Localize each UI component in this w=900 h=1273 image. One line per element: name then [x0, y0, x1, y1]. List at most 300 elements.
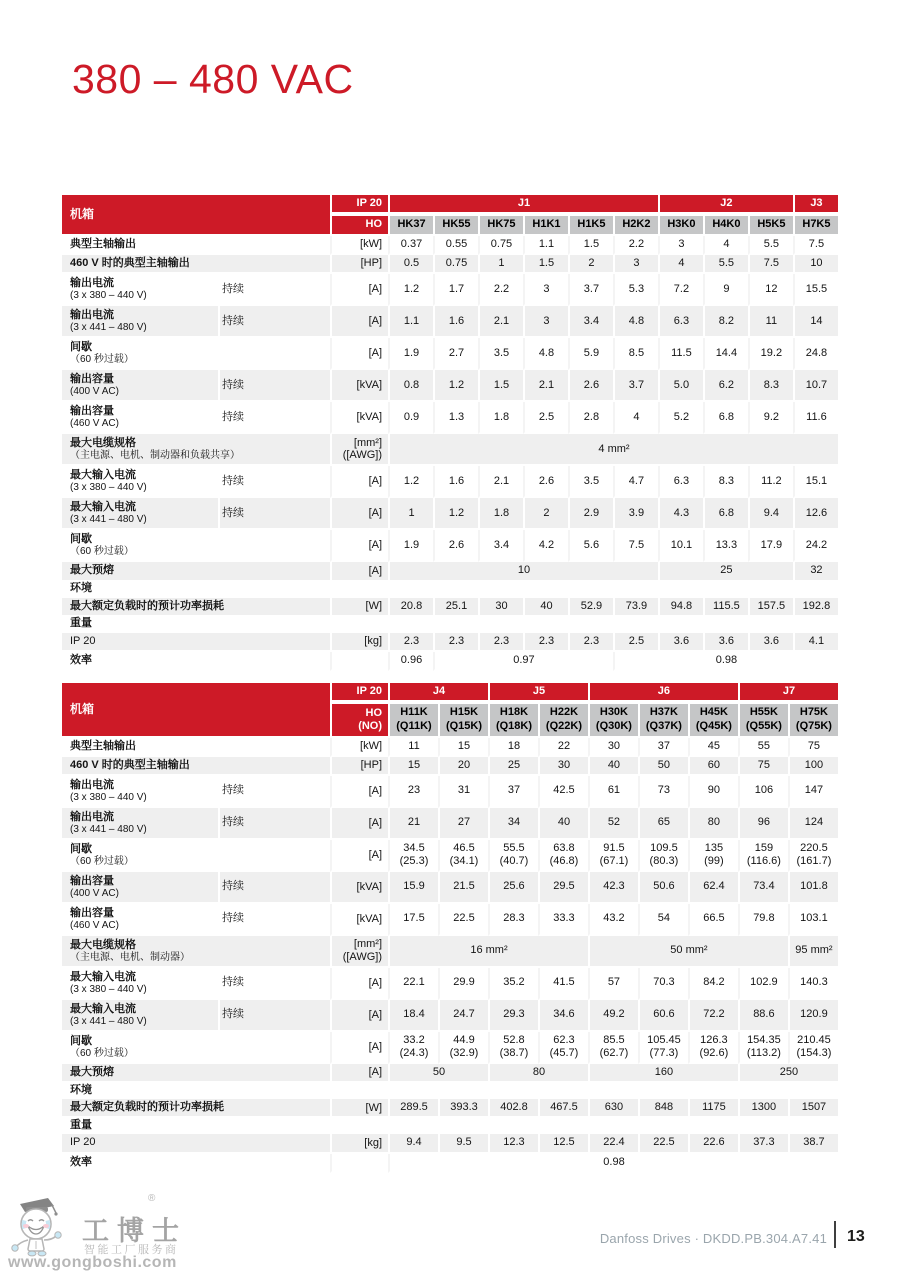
text-line: 34.5 — [403, 841, 425, 854]
value-cell: 70.3 — [638, 968, 688, 1000]
value-cell: 25.6 — [488, 872, 538, 904]
value-cell — [638, 840, 688, 872]
value-cell: 37.3 — [738, 1134, 788, 1153]
row-label — [62, 236, 330, 255]
value-cell: 73 — [638, 776, 688, 808]
value-cell: 2 — [523, 498, 568, 530]
section-label: 环境 — [62, 582, 388, 598]
column-header-model — [433, 214, 478, 236]
row-label-main: 最大输入电流 — [70, 970, 136, 983]
value-cell: 72.2 — [688, 1000, 738, 1032]
table-row — [62, 1032, 838, 1064]
table-row — [62, 562, 838, 581]
text-line: H75K — [799, 706, 828, 719]
row-unit: [A] — [330, 1064, 388, 1083]
text-line: HK55 — [442, 218, 471, 231]
value-cell: 1.3 — [433, 402, 478, 434]
text-line: (116.6) — [746, 855, 781, 868]
row-label-main: 最大预熔 — [70, 1066, 114, 1079]
row-label — [62, 872, 218, 904]
column-header-model — [488, 702, 538, 738]
table-row — [62, 274, 838, 306]
column-header-model — [388, 214, 433, 236]
text-line: 105.45 — [647, 1033, 681, 1046]
text-line: HK75 — [487, 218, 516, 231]
table-row — [62, 757, 838, 776]
value-cell: 75 — [788, 738, 838, 757]
text-line: H2K2 — [622, 218, 651, 231]
row-label-main: 最大额定负载时的预计功率损耗 — [70, 599, 224, 612]
row-label-main: 输出容量 — [70, 372, 114, 385]
value-cell: 11 — [388, 738, 438, 757]
value-cell: 2.1 — [523, 370, 568, 402]
row-label-main: 最大输入电流 — [70, 1002, 136, 1015]
text-line: 154.35 — [747, 1033, 781, 1046]
value-cell: 1.5 — [478, 370, 523, 402]
column-header-model — [538, 702, 588, 738]
value-cell: 54 — [638, 904, 688, 936]
value-cell: 102.9 — [738, 968, 788, 1000]
value-cell: 11.5 — [658, 338, 703, 370]
column-header-model — [478, 214, 523, 236]
value-cell: 6.2 — [703, 370, 748, 402]
value-cell: 2.3 — [388, 633, 433, 652]
row-unit: [kVA] — [330, 370, 388, 402]
row-label-sub: (3 x 441 – 480 V) — [70, 823, 147, 835]
value-cell: 21.5 — [438, 872, 488, 904]
table-row — [62, 1134, 838, 1153]
text-line: HK37 — [397, 218, 426, 231]
value-cell: 37 — [638, 738, 688, 757]
row-label — [62, 255, 330, 274]
column-header-model — [613, 214, 658, 236]
value-cell: 20 — [438, 757, 488, 776]
row-unit: [A] — [330, 274, 388, 306]
value-cell: 106 — [738, 776, 788, 808]
column-header-model — [388, 702, 438, 738]
logo-brand-text: 工博士 — [82, 1216, 187, 1246]
row-label-main: 输出容量 — [70, 874, 114, 887]
row-label-main: IP 20 — [70, 634, 96, 647]
table-row — [62, 840, 838, 872]
value-cell: 4.8 — [523, 338, 568, 370]
value-cell: 45 — [688, 738, 738, 757]
value-cell: 12 — [748, 274, 793, 306]
column-header-model — [523, 214, 568, 236]
text-line: H55K — [749, 706, 778, 719]
value-cell: 15 — [388, 757, 438, 776]
value-cell: 8.3 — [703, 466, 748, 498]
value-cell: 41.5 — [538, 968, 588, 1000]
value-cell: 25.1 — [433, 598, 478, 617]
column-header-model — [703, 214, 748, 236]
text-line: 63.8 — [553, 841, 575, 854]
text-line: (34.1) — [449, 855, 479, 868]
value-cell: 120.9 — [788, 1000, 838, 1032]
frame-group-header: J4 — [388, 683, 488, 702]
row-label-sub: (460 V AC) — [70, 919, 119, 931]
row-unit: [A] — [330, 1000, 388, 1032]
value-cell: 88.6 — [738, 1000, 788, 1032]
value-cell: 0.75 — [433, 255, 478, 274]
text-line: (Q37K) — [645, 719, 682, 732]
value-cell: 3 — [613, 255, 658, 274]
row-label — [62, 466, 218, 498]
row-label-sub: （60 秒过载） — [70, 546, 134, 558]
row-label-main: 输出容量 — [70, 404, 114, 417]
table-row — [62, 738, 838, 757]
value-cell: 10 — [388, 562, 658, 581]
row-label-main: 间歇 — [70, 532, 92, 545]
row-qualifier: 持续 — [218, 274, 330, 306]
value-cell: 60.6 — [638, 1000, 688, 1032]
row-label-sub: (400 V AC) — [70, 386, 119, 398]
row-label-main: 输出容量 — [70, 906, 114, 919]
logo-url: www.gongboshi.com — [8, 1254, 177, 1271]
value-cell: 42.5 — [538, 776, 588, 808]
row-label — [62, 968, 218, 1000]
row-label — [62, 434, 330, 466]
frame-group-header: J6 — [588, 683, 738, 702]
value-cell: 1 — [388, 498, 433, 530]
text-line: 91.5 — [603, 841, 625, 854]
value-cell: 101.8 — [788, 872, 838, 904]
row-unit: [A] — [330, 808, 388, 840]
section-label: 重量 — [62, 1118, 388, 1134]
value-cell: 31 — [438, 776, 488, 808]
column-header-model — [688, 702, 738, 738]
value-cell: 3.5 — [478, 338, 523, 370]
empty-cell — [388, 582, 838, 598]
value-cell: 15.1 — [793, 466, 838, 498]
column-header-model — [748, 214, 793, 236]
value-cell: 25 — [488, 757, 538, 776]
row-unit: [kW] — [330, 738, 388, 757]
value-cell: 1.2 — [433, 498, 478, 530]
row-label — [62, 1032, 330, 1064]
text-line: (45.7) — [549, 1047, 579, 1060]
value-cell: 2.9 — [568, 498, 613, 530]
value-cell: 4 mm² — [388, 434, 838, 466]
value-cell: 6.3 — [658, 466, 703, 498]
value-cell: 10.7 — [793, 370, 838, 402]
row-label-main: 间歇 — [70, 842, 92, 855]
value-cell: 2.3 — [433, 633, 478, 652]
row-label-sub: （60 秒过载） — [70, 1047, 134, 1059]
value-cell: 2.5 — [613, 633, 658, 652]
value-cell: 2.3 — [523, 633, 568, 652]
row-unit: [A] — [330, 840, 388, 872]
value-cell: 0.98 — [388, 1154, 838, 1173]
value-cell: 4 — [613, 402, 658, 434]
value-cell — [788, 1032, 838, 1064]
value-cell: 24.2 — [793, 530, 838, 562]
value-cell: 1 — [478, 255, 523, 274]
row-qualifier: 持续 — [218, 466, 330, 498]
value-cell: 289.5 — [388, 1099, 438, 1118]
text-line: (24.3) — [399, 1047, 429, 1060]
text-line: (62.7) — [599, 1047, 629, 1060]
value-cell: 3.6 — [748, 633, 793, 652]
ip-rating-header: IP 20 — [330, 195, 388, 214]
value-cell — [588, 840, 638, 872]
value-cell: 4.7 — [613, 466, 658, 498]
value-cell: 1.8 — [478, 402, 523, 434]
value-cell: 147 — [788, 776, 838, 808]
value-cell: 52.9 — [568, 598, 613, 617]
text-line: (Q15K) — [445, 719, 483, 732]
frame-group-header: J2 — [658, 195, 793, 214]
value-cell: 2 — [568, 255, 613, 274]
text-line: HO — [365, 706, 383, 719]
value-cell: 5.6 — [568, 530, 613, 562]
value-cell: 4.1 — [793, 633, 838, 652]
value-cell: 40 — [538, 808, 588, 840]
row-label — [62, 1064, 330, 1083]
value-cell: 3.4 — [478, 530, 523, 562]
text-line: (154.3) — [796, 1047, 832, 1060]
value-cell: 6.3 — [658, 306, 703, 338]
value-cell: 3.7 — [613, 370, 658, 402]
value-cell: 6.8 — [703, 498, 748, 530]
row-label — [62, 338, 330, 370]
value-cell: 40 — [588, 757, 638, 776]
gongboshi-logo — [8, 1193, 198, 1271]
column-header-model — [738, 702, 788, 738]
value-cell: 4.2 — [523, 530, 568, 562]
table-row — [62, 872, 838, 904]
row-unit: [HP] — [330, 255, 388, 274]
frame-group-header: J7 — [738, 683, 838, 702]
row-qualifier: 持续 — [218, 808, 330, 840]
row-unit: [W] — [330, 598, 388, 617]
table-row — [62, 1064, 838, 1083]
value-cell: 96 — [738, 808, 788, 840]
text-line: (92.6) — [699, 1047, 729, 1060]
footer-doc-reference: Danfoss Drives · DKDD.PB.304.A7.41 — [599, 1231, 827, 1246]
value-cell: 2.2 — [613, 236, 658, 255]
value-cell: 30 — [478, 598, 523, 617]
row-unit: [A] — [330, 776, 388, 808]
value-cell: 28.3 — [488, 904, 538, 936]
value-cell: 0.75 — [478, 236, 523, 255]
value-cell: 24.8 — [793, 338, 838, 370]
text-line: [mm²] — [353, 436, 383, 449]
value-cell: 4 — [703, 236, 748, 255]
value-cell — [688, 1032, 738, 1064]
value-cell: 1.6 — [433, 466, 478, 498]
row-label-sub: (3 x 380 – 440 V) — [70, 290, 147, 302]
header-group-row — [62, 195, 838, 214]
row-label — [62, 757, 330, 776]
value-cell: 52 — [588, 808, 638, 840]
value-cell: 60 — [688, 757, 738, 776]
value-cell: 15.5 — [793, 274, 838, 306]
empty-cell — [388, 1118, 838, 1134]
table-body — [62, 236, 838, 671]
row-qualifier: 持续 — [218, 872, 330, 904]
value-cell: 22.4 — [588, 1134, 638, 1153]
table-row — [62, 466, 838, 498]
text-line: (Q75K) — [795, 719, 832, 732]
value-cell: 8.5 — [613, 338, 658, 370]
value-cell: 24.7 — [438, 1000, 488, 1032]
value-cell: 61 — [588, 776, 638, 808]
value-cell: 3.7 — [568, 274, 613, 306]
spec-table-wrapper-1 — [62, 195, 838, 671]
value-cell: 3 — [523, 274, 568, 306]
footer-divider — [834, 1221, 836, 1248]
value-cell: 467.5 — [538, 1099, 588, 1118]
value-cell: 80 — [488, 1064, 588, 1083]
value-cell: 65 — [638, 808, 688, 840]
value-cell: 75 — [738, 757, 788, 776]
row-qualifier: 持续 — [218, 306, 330, 338]
value-cell: 25 — [658, 562, 793, 581]
value-cell: 3.6 — [658, 633, 703, 652]
text-line: H1K5 — [577, 218, 606, 231]
value-cell: 30 — [588, 738, 638, 757]
row-unit: [kVA] — [330, 904, 388, 936]
spec-table-ip20-ho — [62, 195, 838, 671]
text-line: (40.7) — [499, 855, 529, 868]
value-cell: 3.5 — [568, 466, 613, 498]
row-label — [62, 498, 218, 530]
row-label-main: 460 V 时的典型主轴输出 — [70, 758, 190, 771]
value-cell: 5.2 — [658, 402, 703, 434]
value-cell: 9.5 — [438, 1134, 488, 1153]
row-label-main: 典型主轴输出 — [70, 237, 136, 250]
value-cell: 100 — [788, 757, 838, 776]
row-label — [62, 1154, 330, 1173]
value-cell: 1.8 — [478, 498, 523, 530]
value-cell: 80 — [688, 808, 738, 840]
table-row — [62, 434, 838, 466]
row-label — [62, 652, 330, 671]
overload-mode-header — [330, 214, 388, 236]
row-unit: [A] — [330, 1032, 388, 1064]
table-row — [62, 1099, 838, 1118]
value-cell: 42.3 — [588, 872, 638, 904]
value-cell — [588, 1032, 638, 1064]
table-corner-label: 机箱 — [62, 195, 330, 236]
value-cell: 3.6 — [703, 633, 748, 652]
table-header — [62, 683, 838, 738]
value-cell: 55 — [738, 738, 788, 757]
value-cell — [738, 1032, 788, 1064]
row-unit — [330, 936, 388, 968]
ip-rating-header: IP 20 — [330, 683, 388, 702]
row-qualifier: 持续 — [218, 968, 330, 1000]
text-line: H45K — [699, 706, 728, 719]
row-label-main: 间歇 — [70, 340, 92, 353]
table-row — [62, 776, 838, 808]
table-corner-label: 机箱 — [62, 683, 330, 738]
value-cell: 1.2 — [433, 370, 478, 402]
row-unit: [A] — [330, 562, 388, 581]
value-cell: 124 — [788, 808, 838, 840]
row-label-main: IP 20 — [70, 1136, 96, 1149]
table-header — [62, 195, 838, 236]
value-cell: 22 — [538, 738, 588, 757]
value-cell: 192.8 — [793, 598, 838, 617]
value-cell: 15 — [438, 738, 488, 757]
text-line: H22K — [549, 706, 579, 719]
value-cell: 1.1 — [388, 306, 433, 338]
row-label-main: 输出电流 — [70, 778, 114, 791]
value-cell: 66.5 — [688, 904, 738, 936]
value-cell: 34 — [488, 808, 538, 840]
text-line: H4K0 — [712, 218, 741, 231]
value-cell: 14 — [793, 306, 838, 338]
value-cell: 11.6 — [793, 402, 838, 434]
row-label — [62, 738, 330, 757]
header-group-row — [62, 683, 838, 702]
value-cell — [788, 840, 838, 872]
row-unit: [A] — [330, 968, 388, 1000]
row-label-main: 效率 — [70, 653, 92, 666]
row-unit: [A] — [330, 530, 388, 562]
table-row — [62, 936, 838, 968]
value-cell: 3.4 — [568, 306, 613, 338]
value-cell: 4.3 — [658, 498, 703, 530]
row-label — [62, 598, 330, 617]
value-cell: 8.2 — [703, 306, 748, 338]
value-cell: 5.3 — [613, 274, 658, 306]
frame-group-header: J5 — [488, 683, 588, 702]
text-line: H11K — [400, 706, 428, 719]
text-line: (38.7) — [499, 1047, 529, 1060]
value-cell: 50 — [638, 757, 688, 776]
text-line: 159 — [754, 841, 774, 854]
value-cell: 848 — [638, 1099, 688, 1118]
row-label-sub: （主电源、电机、制动器和负载共享） — [70, 450, 240, 462]
value-cell: 2.1 — [478, 306, 523, 338]
row-label-main: 最大输入电流 — [70, 500, 136, 513]
value-cell: 22.5 — [438, 904, 488, 936]
table-row — [62, 1000, 838, 1032]
column-header-model — [658, 214, 703, 236]
empty-cell — [388, 617, 838, 633]
value-cell: 50.6 — [638, 872, 688, 904]
value-cell: 630 — [588, 1099, 638, 1118]
value-cell: 17.9 — [748, 530, 793, 562]
value-cell: 4 — [658, 255, 703, 274]
value-cell — [488, 840, 538, 872]
text-line: (99) — [704, 855, 724, 868]
value-cell: 19.2 — [748, 338, 793, 370]
row-label-main: 460 V 时的典型主轴输出 — [70, 257, 190, 270]
value-cell: 21 — [388, 808, 438, 840]
row-label — [62, 904, 218, 936]
text-line: H30K — [599, 706, 628, 719]
row-label-main: 输出电流 — [70, 308, 114, 321]
table-row — [62, 633, 838, 652]
text-line: 62.3 — [553, 1033, 575, 1046]
row-label — [62, 633, 330, 652]
value-cell: 62.4 — [688, 872, 738, 904]
value-cell: 20.8 — [388, 598, 433, 617]
text-line: 109.5 — [650, 841, 678, 854]
column-header-model — [788, 702, 838, 738]
row-label-sub: （60 秒过载） — [70, 855, 134, 867]
value-cell: 0.55 — [433, 236, 478, 255]
text-line: (Q55K) — [745, 719, 782, 732]
value-cell: 14.4 — [703, 338, 748, 370]
column-header-model — [588, 702, 638, 738]
row-label-main: 典型主轴输出 — [70, 739, 136, 752]
value-cell: 29.3 — [488, 1000, 538, 1032]
